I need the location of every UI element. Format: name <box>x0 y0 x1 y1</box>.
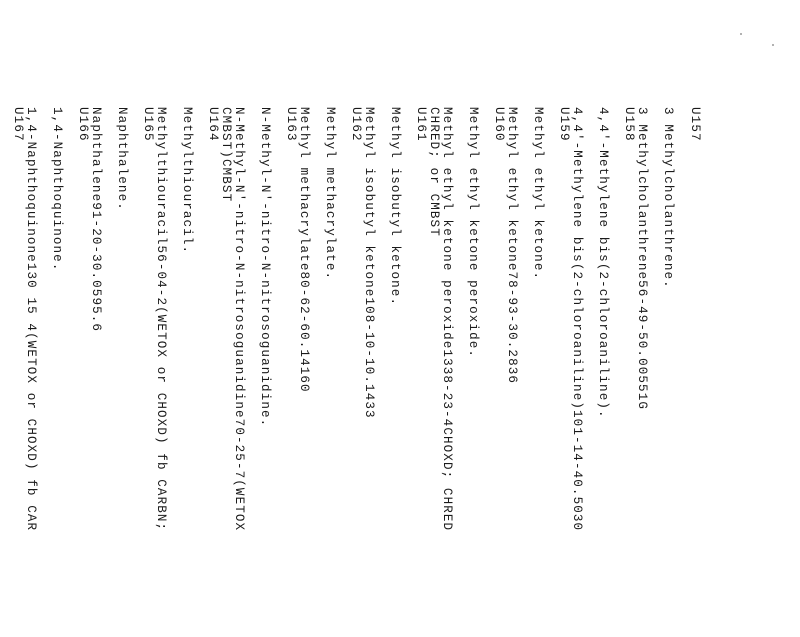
text-line: Methyl ethyl ketone78-93-30.2836 <box>505 107 519 385</box>
text-line: Methyl methacrylate80-62-60.14160 <box>297 107 311 393</box>
text-line: Methyl ethyl ketone peroxide1338-23-4CHOXD; CHRED <box>440 107 454 532</box>
text-line: U166 <box>76 107 90 142</box>
text-line: 3 Methylcholanthrene56-49-50.00551G <box>635 107 649 411</box>
text-line: Methylthiouracil. <box>180 107 194 255</box>
text-line: U159 <box>557 107 571 142</box>
text-line: U162 <box>349 107 363 142</box>
text-line: U158 <box>622 107 636 142</box>
scan-speck <box>740 33 742 35</box>
text-line: Methyl methacrylate. <box>323 107 337 281</box>
text-line: Methyl isobutyl ketone. <box>388 107 402 307</box>
text-line: Naphthalene91-20-30.0595.6 <box>89 107 103 333</box>
text-line: N-Methyl-N'-nitro-N-nitrosoguanidine70-25-7(WETOX <box>232 107 246 532</box>
text-line: 1,4-Naphthoquinone. <box>50 107 64 272</box>
text-line: Methyl ethyl ketone peroxide. <box>466 107 480 359</box>
text-line: Methyl isobutyl ketone108-10-10.1433 <box>362 107 376 419</box>
scan-speck <box>772 44 774 46</box>
text-line: CHRED; or CMBST <box>427 107 441 237</box>
text-line: U165 <box>141 107 155 142</box>
text-line: Methylthiouracil56-04-2(WETOX or CHOXD) fb CARBN; <box>154 107 168 532</box>
text-line: N-Methyl-N'-nitro-N-nitrosoguanidine. <box>258 107 272 428</box>
text-line: U164 <box>206 107 220 142</box>
rotated-text-block <box>11 107 702 637</box>
text-line: U167 <box>11 107 25 142</box>
text-line: 1,4-Naphthoquinone130 15 4(WETOX or CHOXD) fb CAR <box>24 107 38 532</box>
text-line: U163 <box>284 107 298 142</box>
text-line: U160 <box>492 107 506 142</box>
text-line: CMBST)CMBST <box>219 107 233 203</box>
text-line: U161 <box>414 107 428 142</box>
text-line: 4,4'-Methylene bis(2-chloroaniline). <box>596 107 610 419</box>
text-line: 4,4'-Methylene bis(2-chloroaniline)101-14-40.5030 <box>570 107 584 532</box>
text-line: 3 Methylcholanthrene. <box>661 107 675 289</box>
text-line: U157 <box>688 107 702 142</box>
text-line: Methyl ethyl ketone. <box>531 107 545 281</box>
text-line: Naphthalene. <box>115 107 129 211</box>
